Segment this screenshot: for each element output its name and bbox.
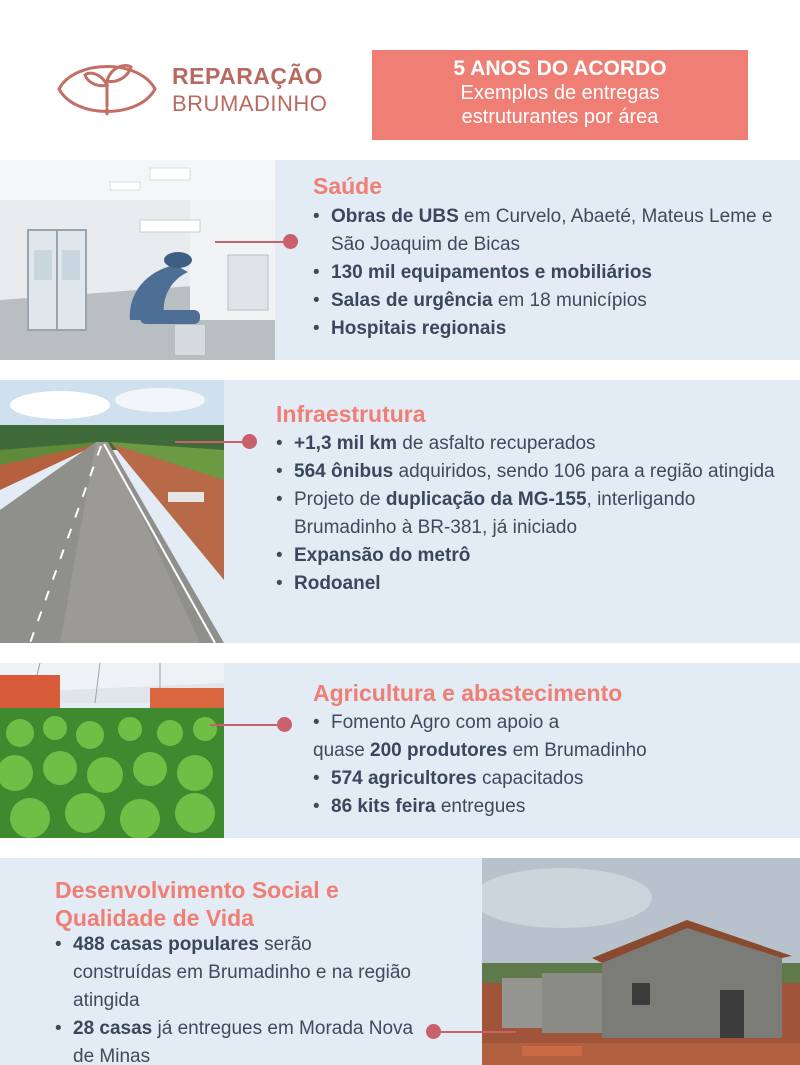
agri-item-1: • Fomento Agro com apoio a xyxy=(313,709,773,737)
banner-subtitle-line-1: Exemplos de entregas xyxy=(460,82,660,104)
social-title-line-1: Desenvolvimento Social e xyxy=(55,877,339,903)
greenhouse-photo xyxy=(0,663,224,838)
section-agricultura xyxy=(0,663,800,838)
social-connector-line xyxy=(434,1031,516,1033)
logo-line-1: REPARAÇÃO xyxy=(172,63,324,89)
saude-item-1: • Obras de UBS em Curvelo, Abaeté, Mateus Leme e São Joaquim de Bicas xyxy=(313,203,773,259)
social-title xyxy=(55,876,339,932)
leaf-logo-icon xyxy=(55,55,159,123)
agri-connector-line xyxy=(210,724,285,726)
agri-item-3: • 86 kits feira entregues xyxy=(313,793,773,821)
agri-connector-dot xyxy=(277,717,292,732)
infra-list xyxy=(276,430,776,598)
infra-connector-dot xyxy=(242,434,257,449)
saude-connector-dot xyxy=(283,234,298,249)
page-header xyxy=(0,0,800,160)
agri-list xyxy=(313,709,773,821)
saude-item-2: • 130 mil equipamentos e mobiliários xyxy=(313,259,773,287)
clinic-photo xyxy=(0,160,275,360)
agri-item-1-continued: quase 200 produtores em Brumadinho xyxy=(313,740,647,761)
social-item-1: • 488 casas populares serão construídas em Brumadinho e na região atingida xyxy=(55,931,415,1015)
section-saude xyxy=(0,160,800,360)
infra-title: Infraestrutura xyxy=(276,401,426,427)
infra-item-5: • Rodoanel xyxy=(276,570,776,598)
infra-item-2: • 564 ônibus adquiridos, sendo 106 para a região atingida xyxy=(276,458,776,486)
infra-item-1: • +1,3 mil km de asfalto recuperados xyxy=(276,430,776,458)
social-list xyxy=(55,931,415,1065)
banner-subtitle-line-2: estruturantes por área xyxy=(461,106,659,128)
section-infraestrutura xyxy=(0,380,800,643)
agri-title: Agricultura e abastecimento xyxy=(313,680,623,706)
logo-wordmark xyxy=(172,62,327,118)
agri-item-2: • 574 agricultores capacitados xyxy=(313,765,773,793)
saude-title: Saúde xyxy=(313,173,383,199)
houses-photo xyxy=(482,858,800,1065)
social-connector-dot xyxy=(426,1024,441,1039)
social-item-2: • 28 casas já entregues em Morada Nova de Minas xyxy=(55,1015,415,1065)
saude-list xyxy=(313,203,773,343)
agreement-banner xyxy=(372,50,748,140)
section-social xyxy=(0,858,800,1065)
logo-line-2: BRUMADINHO xyxy=(172,91,328,116)
saude-item-4: • Hospitais regionais xyxy=(313,315,773,343)
infra-item-4: • Expansão do metrô xyxy=(276,542,776,570)
banner-title: 5 ANOS DO ACORDO xyxy=(453,57,667,80)
saude-item-3: • Salas de urgência em 18 municípios xyxy=(313,287,773,315)
infra-connector-line xyxy=(175,441,250,443)
infra-item-3: • Projeto de duplicação da MG-155, interligando Brumadinho à BR-381, já iniciado xyxy=(276,486,776,542)
saude-connector-line xyxy=(215,241,285,243)
road-photo xyxy=(0,380,224,643)
social-title-line-2: Qualidade de Vida xyxy=(55,905,254,931)
